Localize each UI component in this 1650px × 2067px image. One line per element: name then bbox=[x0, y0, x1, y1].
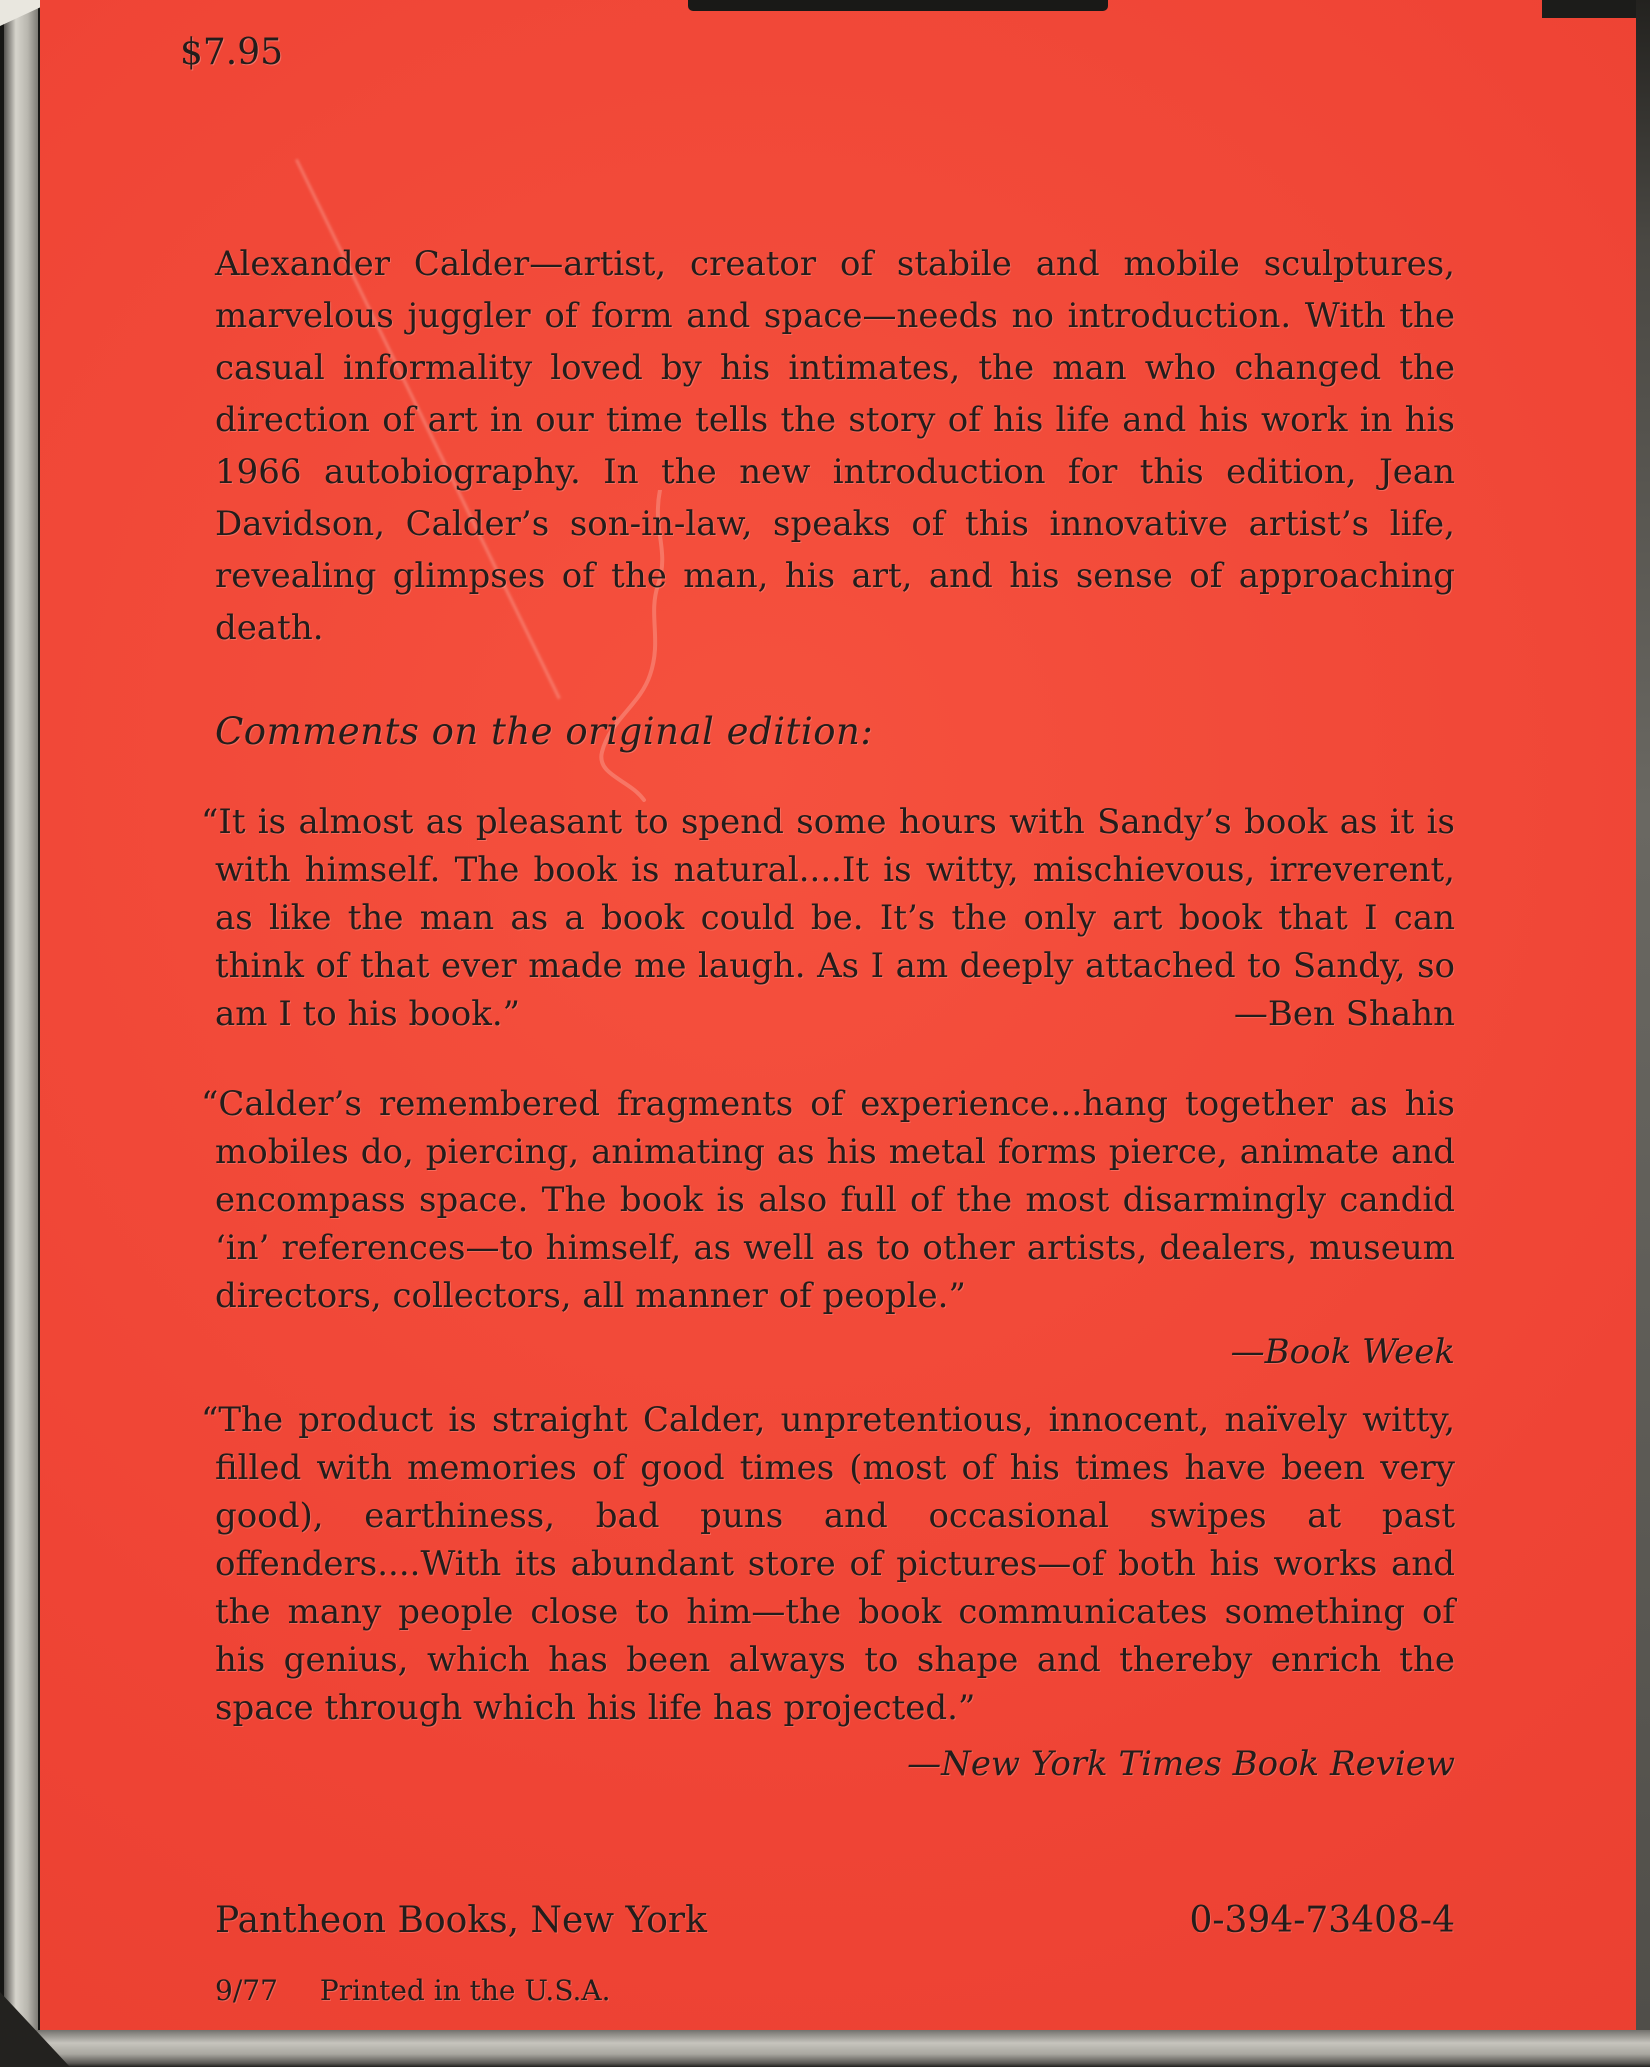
review-quote-book-week bbox=[201, 1080, 1455, 1376]
quote-attribution: —Ben Shahn bbox=[1233, 994, 1455, 1034]
printing-info-row bbox=[215, 1974, 1455, 2007]
intro-paragraph: Alexander Calder—artist, creator of stabile and mobile sculptures, marvelous juggler of form and space—needs no introduction. With the casual informality loved by his intimates, the man who changed the direction of art in our time tells the story of his life and his work in his 1966 autobiography. In the new introduction for this edition, Jean Davidson, Calder’s son-in-law, speaks of this innovative artist’s life, revealing glimpses of the man, his art, and his sense of approaching death. bbox=[215, 244, 1455, 648]
review-quote-ben-shahn bbox=[201, 798, 1455, 1038]
quote-text: “Calder’s remembered fragments of experience...hang together as his mobiles do, piercing, animating as his metal forms pierce, animate and encompass space. The book is also full of the most disarmingly candid ‘in’ references—to himself, as well as to other artists, dealers, museum directors, collectors, all manner of people.” bbox=[201, 1084, 1455, 1316]
scan-bottom-strip bbox=[26, 2030, 1650, 2067]
quote-attribution: —Book Week bbox=[1230, 1332, 1455, 1372]
quote-text: “It is almost as pleasant to spend some hours with Sandy’s book as it is with himself. The book is natural....It is witty, mischievous, irreverent, as like the man as a book could be. It’s the only art book that I can think of that ever made me laugh. As I am deeply attached to Sandy, so am I to his book.” bbox=[201, 802, 1455, 1034]
isbn-number: 0-394-73408-4 bbox=[1189, 1900, 1455, 1941]
scan-right-edge bbox=[1636, 0, 1650, 2032]
scan-top-corner-mark bbox=[1542, 0, 1650, 18]
quote-text: “The product is straight Calder, unpretentious, innocent, naïvely witty, filled with memories of good times (most of his times have been very good), earthiness, bad puns and occasional swipes at past offenders....With its abundant store of pictures—of both his works and the many people close to him—the book communicates something of his genius, which has been always to shape and thereby enrich the space through which his life has projected.” bbox=[201, 1400, 1455, 1728]
publisher-name: Pantheon Books, New York bbox=[215, 1900, 707, 1941]
scan-top-mark bbox=[688, 0, 1108, 11]
price-label: $7.95 bbox=[180, 32, 284, 73]
edition-code: 9/77 bbox=[215, 1974, 278, 2007]
review-quote-nyt bbox=[201, 1396, 1455, 1788]
quote-attribution: —New York Times Book Review bbox=[907, 1744, 1455, 1784]
comments-heading: Comments on the original edition: bbox=[215, 710, 874, 753]
scan-page-edge-left bbox=[4, 0, 38, 2067]
book-cover bbox=[40, 0, 1638, 2032]
printed-in-label: Printed in the U.S.A. bbox=[319, 1974, 611, 2007]
publisher-row bbox=[215, 1900, 1455, 1941]
